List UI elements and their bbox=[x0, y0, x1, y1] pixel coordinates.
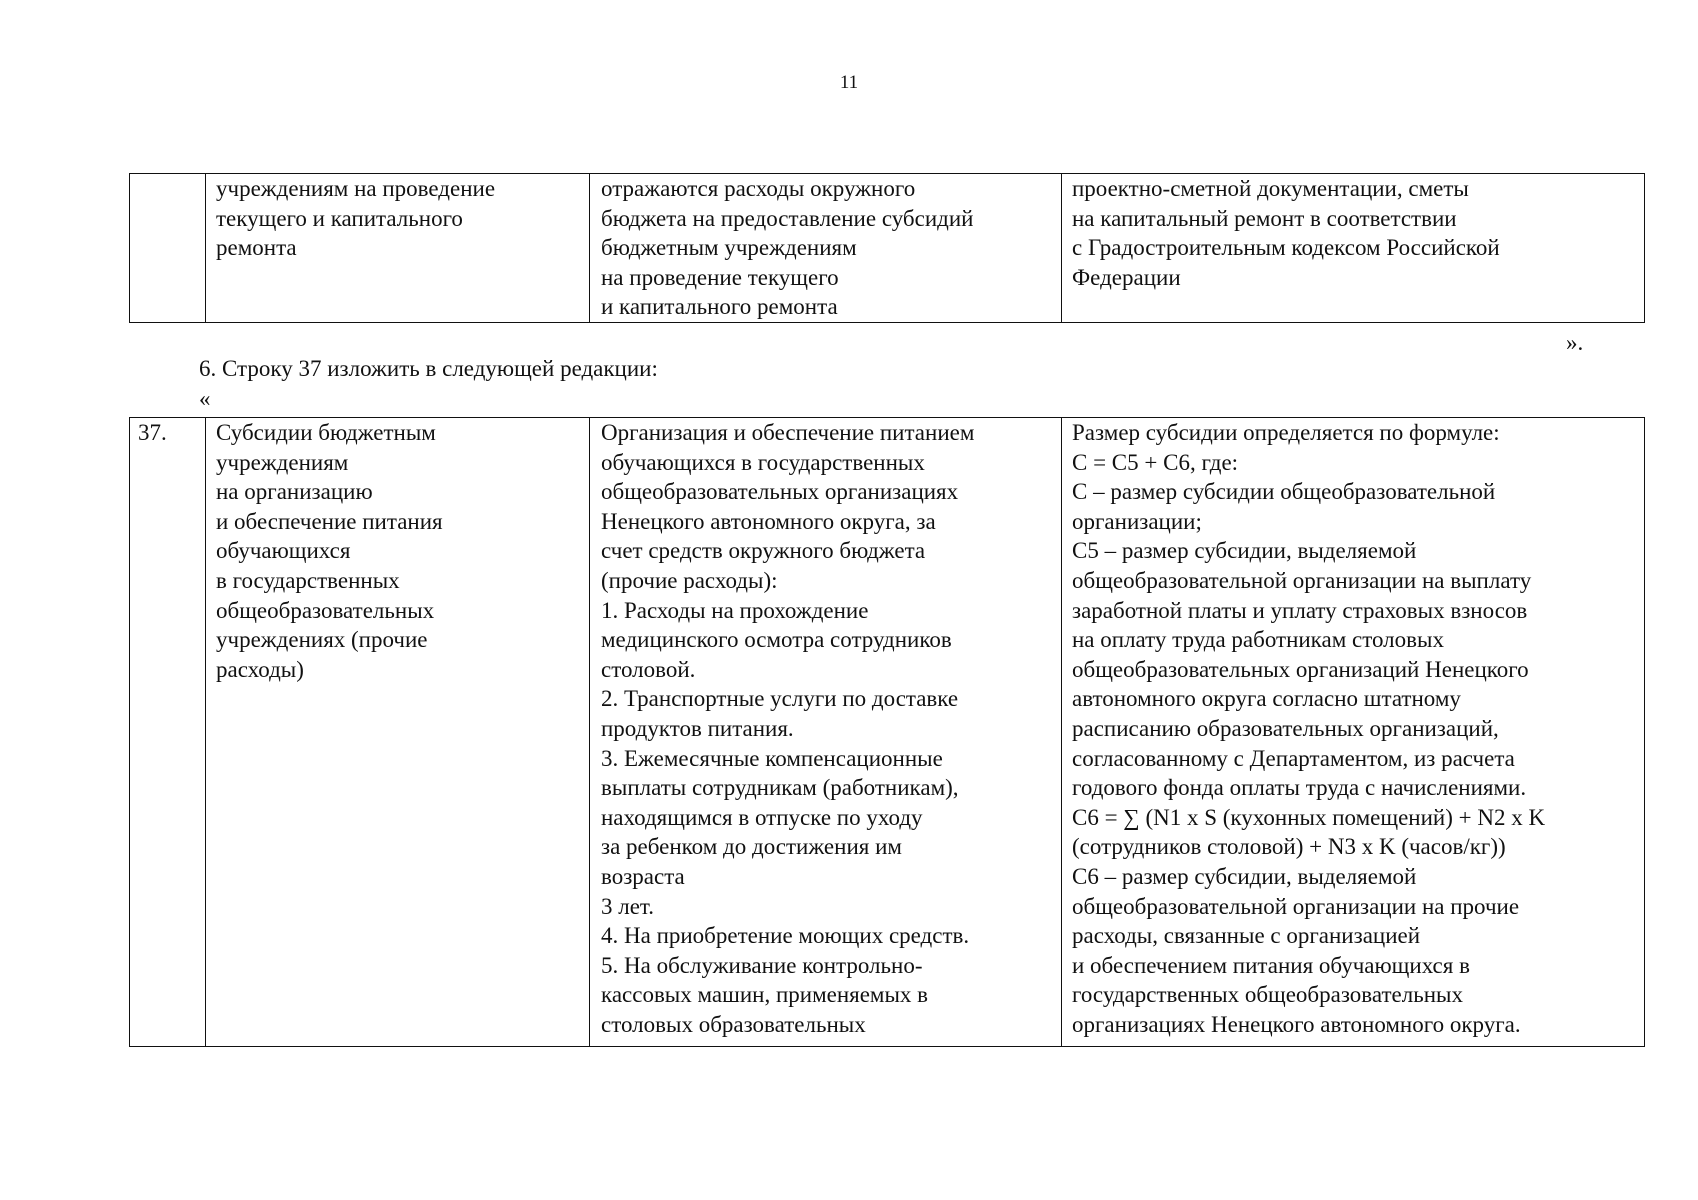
row-name: Субсидии бюджетным учреждениям на организацию и обеспечение питания обучающихся в государственных общеобразовательных учреждениях (прочие расходы) bbox=[216, 420, 443, 682]
row-description-cell bbox=[590, 174, 1062, 323]
row-description: отражаются расходы окружного бюджета на предоставление субсидий бюджетным учреждениям на проведение текущего и капитального ремонта bbox=[601, 176, 974, 320]
opening-quote: « bbox=[199, 386, 211, 411]
continued-table bbox=[129, 173, 1645, 323]
row-number-cell bbox=[130, 418, 206, 1047]
row-37-table bbox=[129, 417, 1645, 1047]
row-note: Размер субсидии определяется по формуле: С = С5 + С6, где: С – размер субсидии общеобразовательной организации; С5 – размер субсидии, выделяемой общеобразовательной организации на выплату заработной платы и уплату страховых взносов на оплату труда работникам столовых общеобразовательных организаций Ненецкого автономного округа согласно штатному расписанию образовательных организаций, согласованному с Департаментом, из расчета годового фонда оплаты труда с начислениями. С6 = ∑ (N1 x S (кухонных помещений) + N2 x K (сотрудников столовой) + N3 x K (часов/кг)) С6 – размер субсидии, выделяемой общеобразовательной организации на прочие расходы, связанные с организацией и обеспечением питания обучающихся в государственных общеобразовательных организациях Ненецкого автономного округа. bbox=[1072, 420, 1546, 1037]
row-description-cell bbox=[590, 418, 1062, 1047]
row-note-cell bbox=[1062, 174, 1645, 323]
row-note-cell bbox=[1062, 418, 1645, 1047]
row-note: проектно-сметной документации, сметы на капитальный ремонт в соответствии с Градостроительным кодексом Российской Федерации bbox=[1072, 176, 1500, 290]
table-row bbox=[130, 418, 1645, 1047]
table-row bbox=[130, 174, 1645, 323]
row-description: Организация и обеспечение питанием обучающихся в государственных общеобразовательных организациях Ненецкого автономного округа, за счет средств окружного бюджета (прочие расходы): 1. Расходы на прохождение медицинского осмотра сотрудников столовой. 2. Транспортные услуги по доставке продуктов питания. 3. Ежемесячные компенсационные выплаты сотрудникам (работникам), находящимся в отпуске по уходу за ребенком до достижения им возраста 3 лет. 4. На приобретение моющих средств. 5. На обслуживание контрольно- кассовых машин, применяемых в столовых образовательных bbox=[601, 420, 975, 1037]
row-name: учреждениям на проведение текущего и капитального ремонта bbox=[216, 176, 496, 261]
closing-quote: ». bbox=[1566, 330, 1584, 355]
row-number: 37. bbox=[138, 420, 167, 445]
page-number: 11 bbox=[839, 72, 859, 93]
row-number-cell bbox=[130, 174, 206, 323]
amendment-instruction: 6. Строку 37 изложить в следующей редакции: bbox=[199, 356, 658, 381]
row-name-cell bbox=[206, 418, 590, 1047]
row-name-cell bbox=[206, 174, 590, 323]
